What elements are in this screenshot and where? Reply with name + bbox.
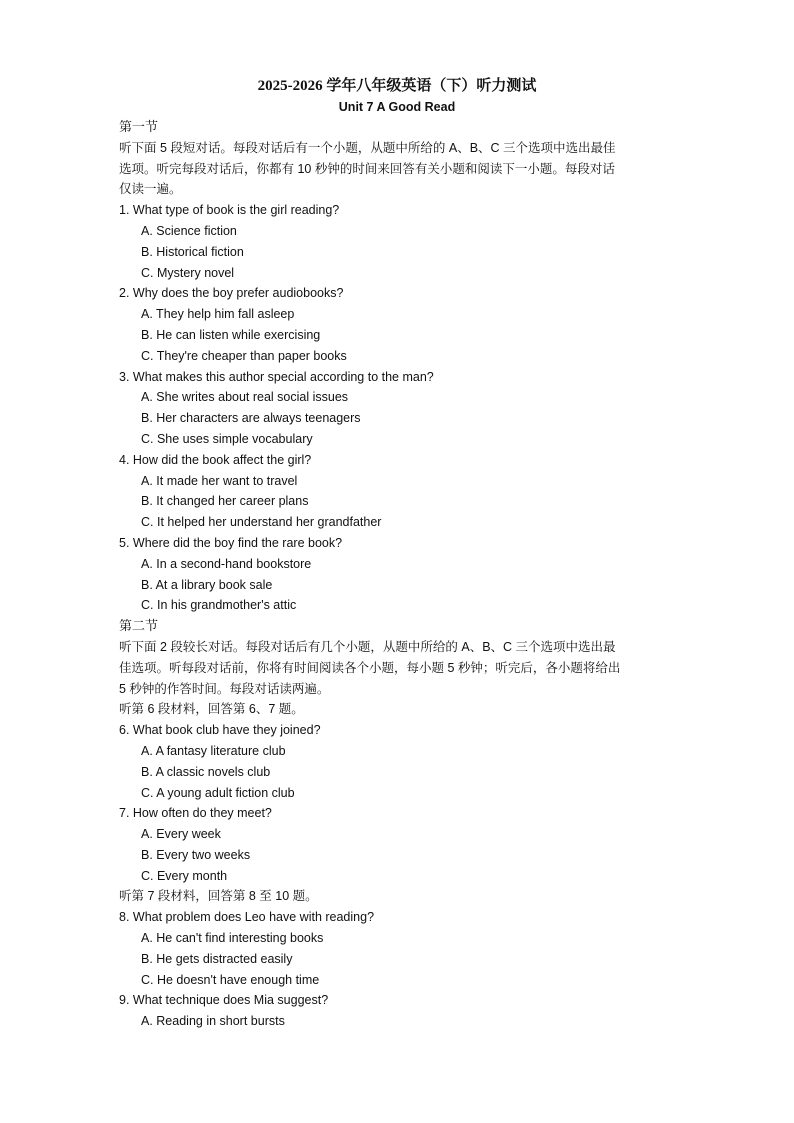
option: B. Her characters are always teenagers	[141, 411, 361, 426]
section-heading: 第二节	[119, 618, 159, 634]
option: B. Every two weeks	[141, 847, 251, 862]
option: C. In his grandmother's attic	[141, 598, 297, 613]
page-title: 2025-2026 学年八年级英语（下）听力测试	[257, 78, 537, 94]
question-9: 9. What technique does Mia suggest?	[119, 993, 329, 1008]
option: A. A fantasy literature club	[141, 743, 286, 758]
option: A. They help him fall asleep	[141, 307, 295, 322]
page-subtitle: Unit 7 A Good Read	[338, 100, 456, 114]
question-1: 1. What type of book is the girl reading?	[119, 203, 340, 218]
option: A. She writes about real social issues	[141, 390, 349, 405]
option: C. Every month	[141, 868, 228, 883]
option: A. In a second-hand bookstore	[141, 556, 312, 571]
option: C. He doesn't have enough time	[141, 972, 320, 987]
option: B. At a library book sale	[141, 577, 273, 592]
instruction-line: 5 秒钟的作答时间。每段对话读两遍。	[119, 681, 330, 696]
instruction-line: 佳选项。听每段对话前，你将有时间阅读各个小题，每小题 5 秒钟；听完后，各小题将给出	[119, 660, 621, 675]
option: A. It made her want to travel	[141, 473, 298, 488]
option: B. A classic novels club	[141, 764, 271, 779]
option: A. Reading in short bursts	[141, 1014, 285, 1029]
section-heading: 第一节	[119, 119, 159, 134]
option: C. They're cheaper than paper books	[141, 348, 347, 363]
question-4: 4. How did the book affect the girl?	[119, 452, 312, 467]
material-note: 听第 6 段材料，回答第 6、7 题。	[119, 702, 304, 717]
option: A. Science fiction	[141, 223, 237, 238]
option: C. It helped her understand her grandfather	[141, 515, 382, 530]
option: C. Mystery novel	[141, 265, 235, 280]
option: C. She uses simple vocabulary	[141, 431, 313, 446]
instruction-line: 听下面 5 段短对话。每段对话后有一个小题，从题中所给的 A、B、C 三个选项中选出最佳	[119, 140, 616, 155]
question-7: 7. How often do they meet?	[119, 806, 272, 821]
option: A. Every week	[141, 827, 221, 842]
question-5: 5. Where did the boy find the rare book?	[119, 535, 343, 550]
instruction-line: 听下面 2 段较长对话。每段对话后有几个小题，从题中所给的 A、B、C 三个选项中选出最	[119, 639, 616, 654]
option: B. Historical fiction	[141, 244, 244, 259]
question-8: 8. What problem does Leo have with reading?	[119, 910, 375, 925]
question-3: 3. What makes this author special according to the man?	[119, 369, 434, 384]
exam-body	[119, 117, 679, 1032]
option: B. He gets distracted easily	[141, 951, 293, 966]
option: C. A young adult fiction club	[141, 785, 295, 800]
question-6: 6. What book club have they joined?	[119, 723, 321, 738]
instruction-line: 选项。听完每段对话后，你都有 10 秒钟的时间来回答有关小题和阅读下一小题。每段对话	[119, 161, 615, 176]
option: B. He can listen while exercising	[141, 327, 321, 342]
option: B. It changed her career plans	[141, 494, 309, 509]
material-note: 听第 7 段材料，回答第 8 至 10 题。	[119, 889, 318, 904]
option: A. He can't find interesting books	[141, 931, 324, 946]
question-2: 2. Why does the boy prefer audiobooks?	[119, 286, 344, 301]
instruction-line: 仅读一遍。	[119, 182, 182, 197]
